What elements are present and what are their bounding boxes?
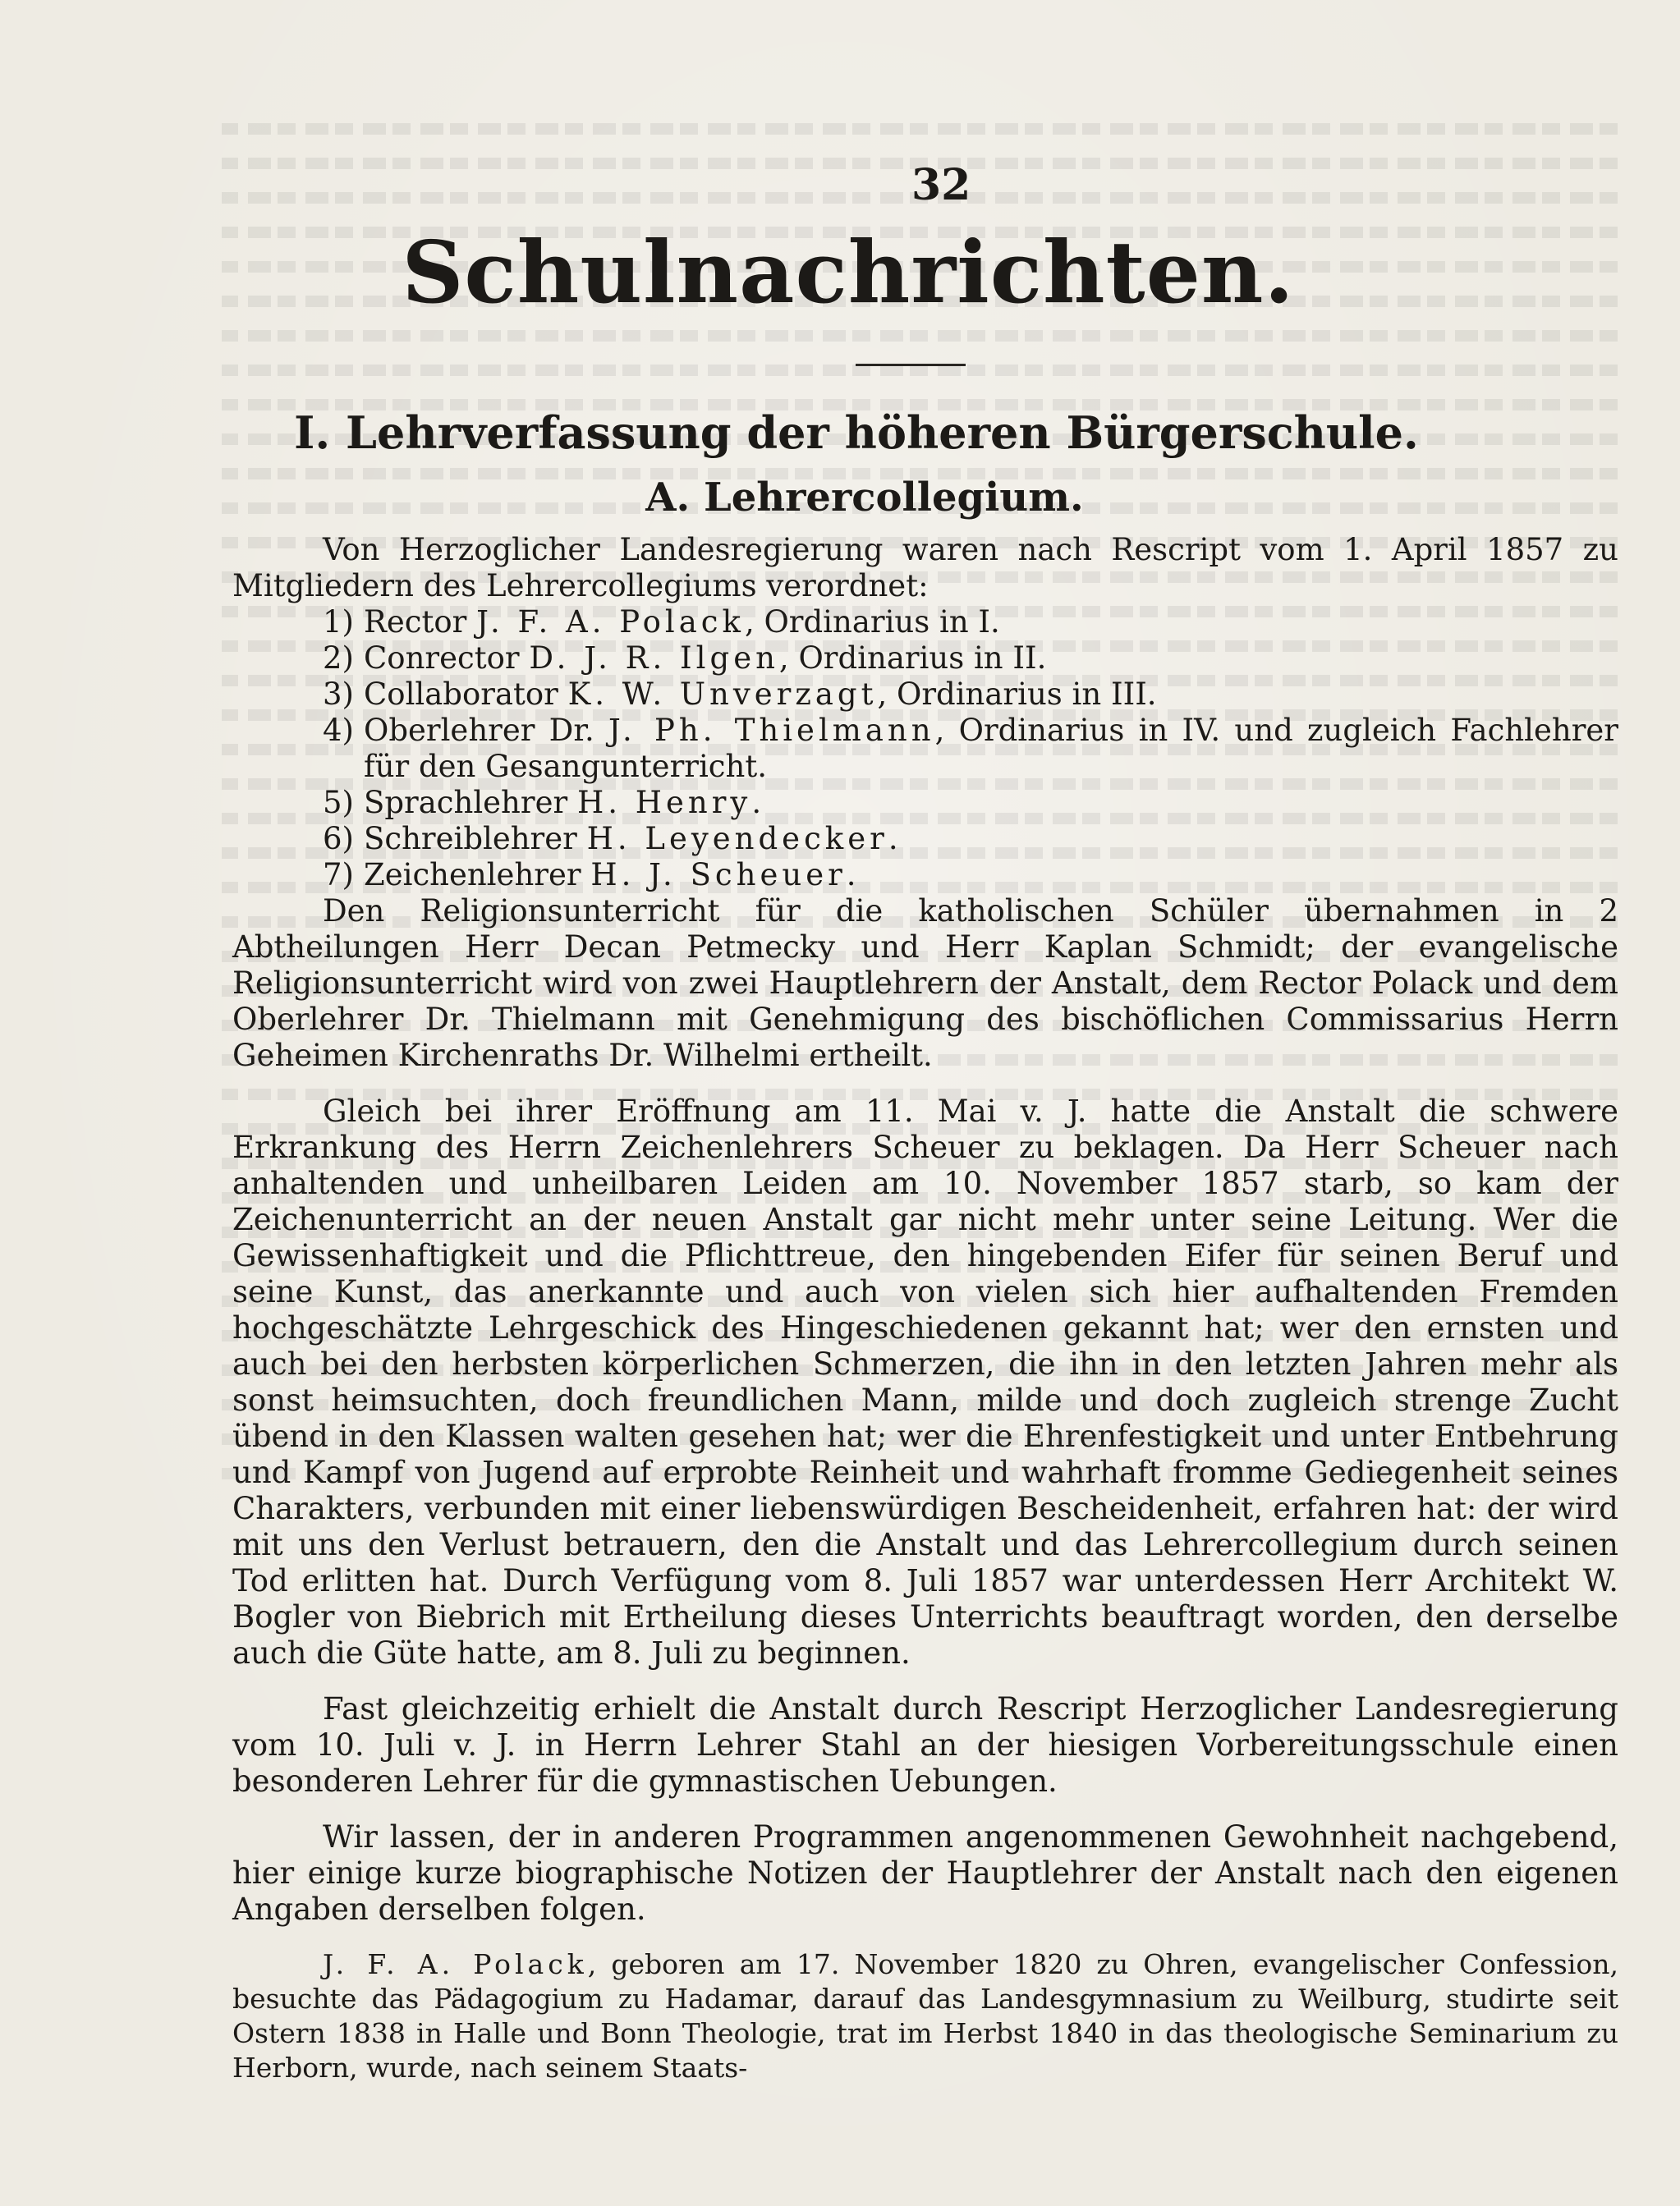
- list-item: [232, 713, 1618, 785]
- teacher-name: J. Ph. Thielmann: [608, 713, 935, 748]
- stahl-paragraph: Fast gleichzeitig erhielt die Anstalt durch Rescript Herzoglicher Landesregierung vom 10. Juli v. J. in Herrn Lehrer Stahl an der hiesigen Vorbereitungsschule einen besonderen Lehrer für die gymnastischen Uebungen.: [232, 1691, 1618, 1799]
- teacher-title: Schreiblehrer: [364, 821, 577, 856]
- title-rule: [856, 364, 966, 366]
- teacher-role: , Ordinarius in IV. und zugleich Fachlehrer für den Gesangunterricht.: [364, 713, 1618, 784]
- section-heading: I. Lehrverfassung der höheren Bürgerschule.: [294, 406, 1419, 459]
- list-number: 4): [323, 713, 354, 748]
- list-item: [232, 604, 1618, 640]
- teacher-name: K. W. Unverzagt: [567, 676, 878, 712]
- subsection-heading: A. Lehrercollegium.: [645, 475, 1084, 521]
- teacher-name: D. J. R. Ilgen: [529, 640, 779, 676]
- teacher-name: H. Henry: [576, 785, 752, 820]
- list-item: [232, 857, 1618, 893]
- teacher-title: Rector: [364, 604, 467, 640]
- list-item: [232, 785, 1618, 821]
- list-item: [232, 676, 1618, 713]
- notes-paragraph: Wir lassen, der in anderen Programmen angenommenen Gewohnheit nachgebend, hier einige kurze biographische Notizen der Hauptlehrer der Anstalt nach den eigenen Angaben derselben folgen.: [232, 1819, 1618, 1927]
- list-number: 1): [323, 604, 354, 640]
- page-number: 32: [911, 160, 971, 210]
- intro-paragraph: Von Herzoglicher Landesregierung waren nach Rescript vom 1. April 1857 zu Mitgliedern des Lehrercollegiums verordnet:: [232, 532, 1618, 603]
- list-number: 2): [323, 640, 354, 676]
- list-number: 3): [323, 676, 354, 712]
- biography-paragraph: [232, 1947, 1618, 2085]
- teacher-title: Oberlehrer Dr.: [364, 713, 594, 748]
- body-text: [232, 532, 1618, 2085]
- biography-text: , geboren am 17. November 1820 zu Ohren, evangelischer Confession, besuchte das Pädagogium zu Hadamar, darauf das Landesgymnasium zu Weilburg, studirte seit Ostern 1838 in Halle und Bonn Theologie, trat im Herbst 1840 in das theologische Seminarium zu Herborn, wurde, nach seinem Staats-: [232, 1948, 1618, 2084]
- religion-paragraph: Den Religionsunterricht für die katholischen Schüler übernahmen in 2 Abtheilungen Herr Decan Petmecky und Herr Kaplan Schmidt; der evangelische Religionsunterricht wird von zwei Hauptlehrern der Anstalt, dem Rector Polack und dem Oberlehrer Dr. Thielmann mit Genehmigung des bischöflichen Commissarius Herrn Geheimen Kirchenraths Dr. Wilhelmi ertheilt.: [232, 893, 1618, 1073]
- teacher-title: Collaborator: [364, 676, 558, 712]
- teacher-role: .: [846, 857, 856, 892]
- list-item: [232, 821, 1618, 857]
- scheuer-paragraph: Gleich bei ihrer Eröffnung am 11. Mai v. J. hatte die Anstalt die schwere Erkrankung des Herrn Zeichenlehrers Scheuer zu beklagen. Da Herr Scheuer nach anhaltenden und unheilbaren Leiden am 10. November 1857 starb, so kam der Zeichenunterricht an der neuen Anstalt gar nicht mehr unter seine Leitung. Wer die Gewissenhaftigkeit und die Pflichttreue, den hingebenden Eifer für seinen Beruf und seine Kunst, das anerkannte und auch von vielen sich hier aufhaltenden Fremden hochgeschätzte Lehrgeschick des Hingeschiedenen gekannt hat; wer den ernsten und auch bei den herbsten körperlichen Schmerzen, die ihn in den letzten Jahren mehr als sonst heimsuchten, doch freundlichen Mann, milde und doch zugleich strenge Zucht übend in den Klassen walten gesehen hat; wer die Ehrenfestigkeit und unter Entbehrung und Kampf von Jugend auf erprobte Reinheit und wahrhaft fromme Gediegenheit seines Charakters, verbunden mit einer liebenswürdigen Bescheidenheit, erfahren hat: der wird mit uns den Verlust betrauern, den die Anstalt und das Lehrercollegium durch seinen Tod erlitten hat. Durch Verfügung vom 8. Juli 1857 war unterdessen Herr Architekt W. Bogler von Biebrich mit Ertheilung dieses Unterrichts beauftragt worden, den derselbe auch die Güte hatte, am 8. Juli zu beginnen.: [232, 1094, 1618, 1671]
- list-number: 7): [323, 857, 354, 892]
- page-title: Schulnachrichten.: [402, 222, 1295, 323]
- teacher-role: , Ordinarius in I.: [744, 604, 1000, 640]
- list-number: 5): [323, 785, 354, 820]
- teacher-name: J. F. A. Polack: [476, 604, 745, 640]
- teacher-title: Sprachlehrer: [364, 785, 568, 820]
- teacher-role: , Ordinarius in II.: [778, 640, 1047, 676]
- teacher-title: Zeichenlehrer: [364, 857, 581, 892]
- teacher-role: .: [751, 785, 762, 820]
- biography-name: J. F. A. Polack: [323, 1948, 588, 1980]
- list-number: 6): [323, 821, 354, 856]
- teacher-title: Conrector: [364, 640, 520, 676]
- teacher-list: [232, 604, 1618, 893]
- list-item: [232, 640, 1618, 676]
- teacher-role: , Ordinarius in III.: [877, 676, 1157, 712]
- teacher-name: H. J. Scheuer: [590, 857, 847, 892]
- teacher-name: H. Leyendecker: [586, 821, 888, 856]
- teacher-role: .: [888, 821, 898, 856]
